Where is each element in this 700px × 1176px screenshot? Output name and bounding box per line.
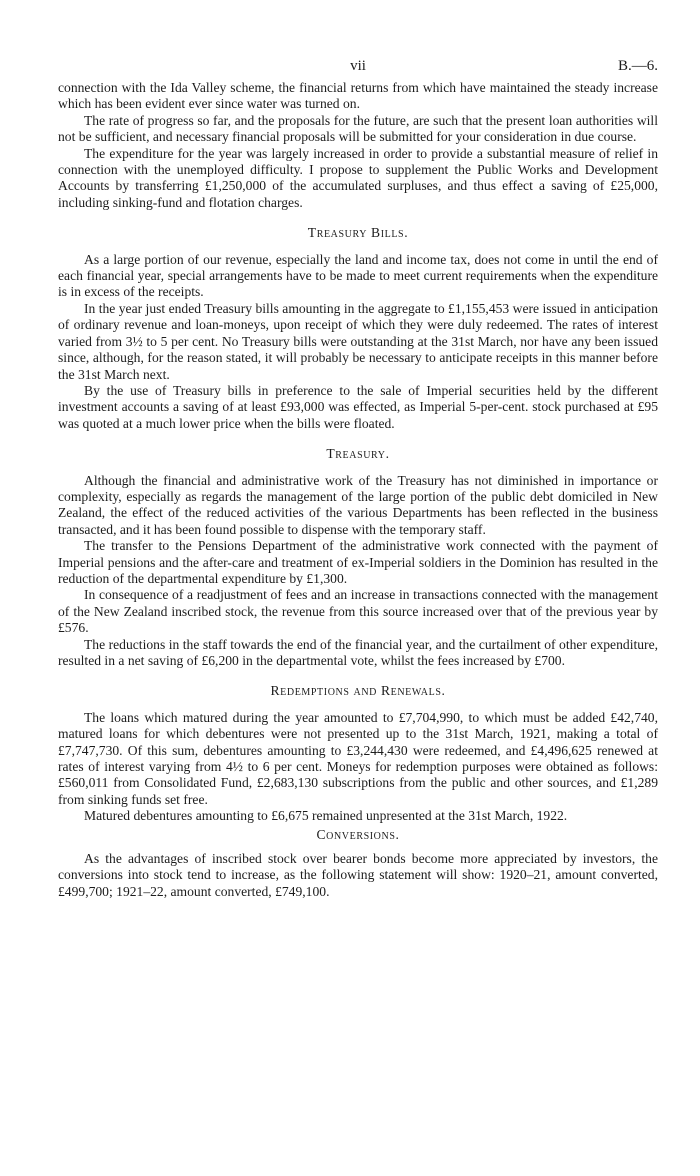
conversions-section: [58, 827, 658, 901]
paragraph: Matured debentures amounting to £6,675 remained unpresented at the 31st March, 1922.: [84, 808, 568, 824]
paragraph: As a large portion of our revenue, especially the land and income tax, does not come in until the end of each financial year, special arrangements have to be made to meet current requirements when the expenditure is in excess of the receipts.: [58, 251, 658, 300]
paragraph: By the use of Treasury bills in preference to the sale of Imperial securities held by the different investment accounts a saving of at least £93,000 was effected, as Imperial 5-per-cent. stock purchased at £95 was quoted at a much lower price when the bills were floated.: [58, 382, 658, 431]
page-header: [58, 58, 658, 80]
intro-section: [58, 80, 658, 211]
section-heading: Treasury Bills.: [307, 225, 409, 241]
section-heading: Redemptions and Renewals.: [270, 683, 446, 699]
paragraph: Although the financial and administrative work of the Treasury has not diminished in importance or complexity, especially as regards the management of the large portion of the public debt domiciled in New Zealand, the effect of the reduced activities of the various Departments has been reflected in the business transacted, and it has been found possible to dispense with the temporary staff.: [58, 472, 658, 537]
paragraph: In the year just ended Treasury bills amounting in the aggregate to £1,155,453 were issued in anticipation of ordinary revenue and loan-moneys, upon receipt of which they were duly redeemed. The rates of interest varied from 3½ to 5 per cent. No Treasury bills were outstanding at the 31st March, nor have any been issued since, although, for the reason stated, it will probably be necessary to anticipate receipts in this manner before the 31st March next.: [58, 300, 658, 382]
paragraph: In consequence of a readjustment of fees and an increase in transactions connected with the management of the New Zealand inscribed stock, the revenue from this source increased over that of the previous year by £576.: [58, 587, 658, 636]
section-heading: Conversions.: [316, 826, 400, 842]
paragraph: The loans which matured during the year amounted to £7,704,990, to which must be added £42,740, matured loans for which debentures were not presented up to the 31st March, 1921, making a total of £7,747,730. Of this sum, debentures amounting to £3,244,430 were redeemed, and £4,496,625 renewed at rates of interest varying from 4½ to 6 per cent. Moneys for redemption purposes were obtained as follows: £560,011 from Consolidated Fund, £2,683,130 subscriptions from the public and other sources, and £1,289 from sinking funds set free.: [58, 709, 658, 807]
document-reference: B.—6.: [617, 58, 658, 74]
section-heading: Treasury.: [326, 446, 390, 462]
paragraph: The reductions in the staff towards the end of the financial year, and the curtailment of other expenditure, resulted in a net saving of £6,200 in the departmental vote, whilst the fees increased by £700.: [58, 636, 658, 668]
paragraph: As the advantages of inscribed stock over bearer bonds become more appreciated by investors, the conversions into stock tend to increase, as the following statement will show: 1920–21, amount converted, £499,700; 1921–22, amount converted, £749,100.: [58, 851, 658, 899]
paragraph: The transfer to the Pensions Department of the administrative work connected with the payment of Imperial pensions and the after-care and treatment of ex-Imperial soldiers in the Dominion has resulted in the reduction of the departmental expenditure by £1,300.: [58, 538, 658, 586]
treasury-bills-section: [58, 225, 658, 432]
paragraph: The expenditure for the year was largely increased in order to provide a substantial measure of relief in connection with the unemployed difficulty. I propose to supplement the Public Works and Development Accounts by transferring £1,250,000 of the accumulated surpluses, and thus effect a saving of £25,000, including sinking-fund and flotation charges.: [58, 145, 658, 210]
treasury-section: [58, 446, 658, 669]
redemptions-section: [58, 683, 658, 824]
paragraph: The rate of progress so far, and the proposals for the future, are such that the present loan authorities will not be sufficient, and necessary financial proposals will be submitted for your consideration in due course.: [58, 112, 658, 145]
paragraph: connection with the Ida Valley scheme, the financial returns from which have maintained the steady increase which has been evident ever since water was turned on.: [58, 80, 658, 112]
page-number: vii: [350, 58, 366, 74]
